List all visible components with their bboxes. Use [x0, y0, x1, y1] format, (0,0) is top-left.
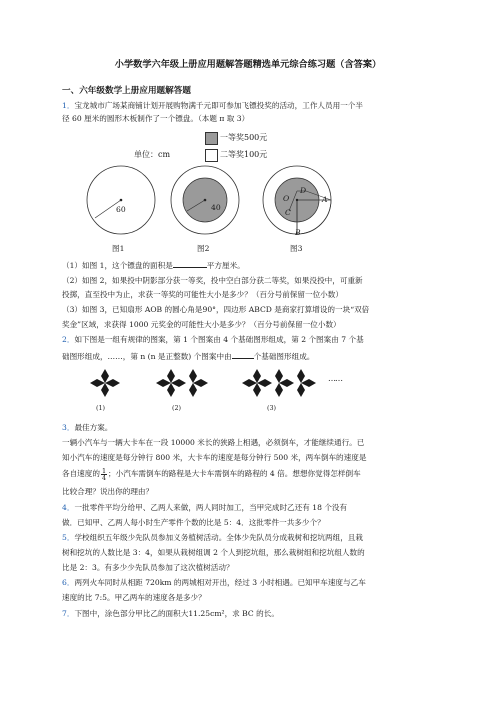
q2-text2: 础图形组成，……，第 n (n 是正整数) 个图案中由: [62, 352, 232, 361]
figure-3-label-c: C: [285, 208, 291, 217]
q1-sub3-line1: （3）如图 3，已知扇形 AOB 的圆心角是90°，四边形 ABCD 是商家打算增设的一块“双倍: [62, 305, 370, 314]
q5-number: 5．: [62, 533, 75, 542]
pattern-3: [236, 368, 324, 398]
q2-text1: 如下图是一组有规律的图案，第 1 个图案由 4 个基础图形组成，第 2 个图案由 7 个基: [74, 335, 364, 344]
q3-line4: 比较合理？说出你的理由？: [62, 487, 154, 496]
q6-number: 6．: [62, 578, 75, 587]
q5-line1: [62, 533, 363, 543]
pattern-3-caption: (3): [267, 404, 277, 412]
section-heading: 一、六年级数学上册应用题解答题: [62, 86, 191, 96]
q1-text1: 宝龙城市广场某商铺计划开展购物满千元即可参加飞镖投奖的活动，工作人员用一个半: [74, 101, 363, 110]
q6-text1: 两列火车同时从相距 720km 的两城相对开出，经过 3 小时相遇。已知甲车速度与乙车: [74, 578, 366, 587]
answer-blank[interactable]: [173, 259, 207, 268]
q5-line2: 树和挖坑的人数比是 3：4，如果从栽树组调 2 个人到挖坑组，那么栽树组和挖坑组人数的: [62, 548, 365, 557]
answer-blank[interactable]: [232, 350, 254, 359]
q3-text3a: 各自速度的: [62, 469, 100, 478]
figure-3-caption: 图3: [290, 244, 303, 253]
pattern-ellipsis: ……: [328, 374, 342, 383]
first-prize-swatch: [205, 132, 218, 145]
q3-heading: 最佳方案。: [74, 423, 113, 432]
pattern-2-caption: (2): [172, 404, 182, 412]
q6-line2: 速度的比 7:5。甲乙两车的速度各是多少？: [62, 593, 206, 602]
figure-3-label-d: D: [300, 186, 307, 195]
pattern-1-caption: (1): [96, 404, 106, 412]
q1-sub1: [62, 259, 245, 271]
q3-head: [62, 423, 112, 433]
q2-line1: [62, 335, 364, 345]
unit-label: 单位：cm: [134, 150, 171, 159]
q2-text3: 个基础图形组成。: [253, 352, 315, 361]
q4-text1: 一批零件平均分给甲、乙两人来做，两人同时加工，当甲完成时乙还有 18 个没有: [74, 503, 348, 512]
q3-number: 3．: [62, 423, 75, 432]
document-title: 小学数学六年级上册应用题解答题精选单元综合练习题（含答案）: [114, 59, 382, 70]
q1-sub2-line2: 投掷，直至投中为止，求获一等奖的可能性大小是多少？（百分号前保留一位小数）: [62, 290, 343, 299]
pattern-2: [150, 368, 214, 398]
q1-line1: [62, 101, 363, 111]
fraction-one-quarter: [101, 468, 107, 481]
figure-3-label-b: B: [295, 228, 301, 237]
q1-sub1-text: （1）如图 1，这个镖盘的面积是: [62, 261, 173, 270]
q1-sub2-line1: （2）如图 2，如果投中阴影部分获一等奖，投中空白部分获二等奖，如果没投中，可重新: [62, 276, 363, 285]
q1-sub3-line2: 奖金”区域，求获得 1000 元奖金的可能性大小是多少？（百分号前保留一位小数）: [62, 320, 341, 329]
second-prize-swatch: [205, 149, 218, 162]
q7-number: 7．: [62, 609, 75, 618]
fraction-denominator: 4: [101, 473, 107, 482]
q5-line3: 比是 2：3。有多少少先队员参加了这次植树活动？: [62, 563, 234, 572]
q1-sub1-unit: 平方厘米。: [206, 261, 245, 270]
pattern-1: [84, 368, 126, 398]
figure-1-target: [86, 165, 156, 235]
figure-1-radius-label: 60: [116, 205, 126, 214]
fraction-numerator: 1: [101, 466, 107, 475]
q3-line1: 一辆小汽车与一辆大卡车在一段 10000 米长的狭路上相遇，必须倒车，才能继续通行。已: [62, 438, 365, 447]
q5-text1: 学校组织五年级少先队员参加义务植树活动。全体少先队员分成栽树和挖坑两组，且栽: [74, 533, 363, 542]
q3-line3: [62, 466, 361, 482]
q6-line1: [62, 578, 366, 588]
q1-line2: 径 60 厘米的圆形木板制作了一个镖盘。（本题 π 取 3）: [62, 114, 250, 123]
q2-number: 2．: [62, 335, 75, 344]
q3-text3b: ；小汽车需倒车的路程是大卡车需倒车的路程的 4 倍。想想你觉得怎样倒车: [108, 469, 361, 478]
q2-line2: [62, 350, 314, 362]
q4-number: 4．: [62, 503, 75, 512]
q7-text1: 下图中，涂色部分甲比乙的面积大11.25cm²，求 BC 的长。: [74, 609, 279, 618]
figure-2-caption: 图2: [197, 244, 210, 253]
q4-line2: 做．已知甲、乙两人每小时生产零件个数的比是 5：4．这批零件一共多少个？: [62, 518, 325, 527]
q3-line2: 知小汽车的速度是每分钟行 800 米，大卡车的速度是每分钟行 500 米，两车倒车的速度是: [62, 453, 367, 462]
figure-3-label-o: O: [283, 194, 290, 203]
q4-line1: [62, 503, 347, 513]
figure-1-caption: 图1: [112, 244, 125, 253]
q1-number: 1．: [62, 101, 75, 110]
first-prize-label: 一等奖500元: [220, 133, 268, 142]
figure-3-label-a: A: [322, 195, 328, 204]
q7-line1: [62, 609, 279, 619]
figure-2-target: [170, 165, 240, 235]
second-prize-label: 二等奖100元: [220, 150, 268, 159]
figure-2-radius-label: 40: [211, 203, 221, 212]
